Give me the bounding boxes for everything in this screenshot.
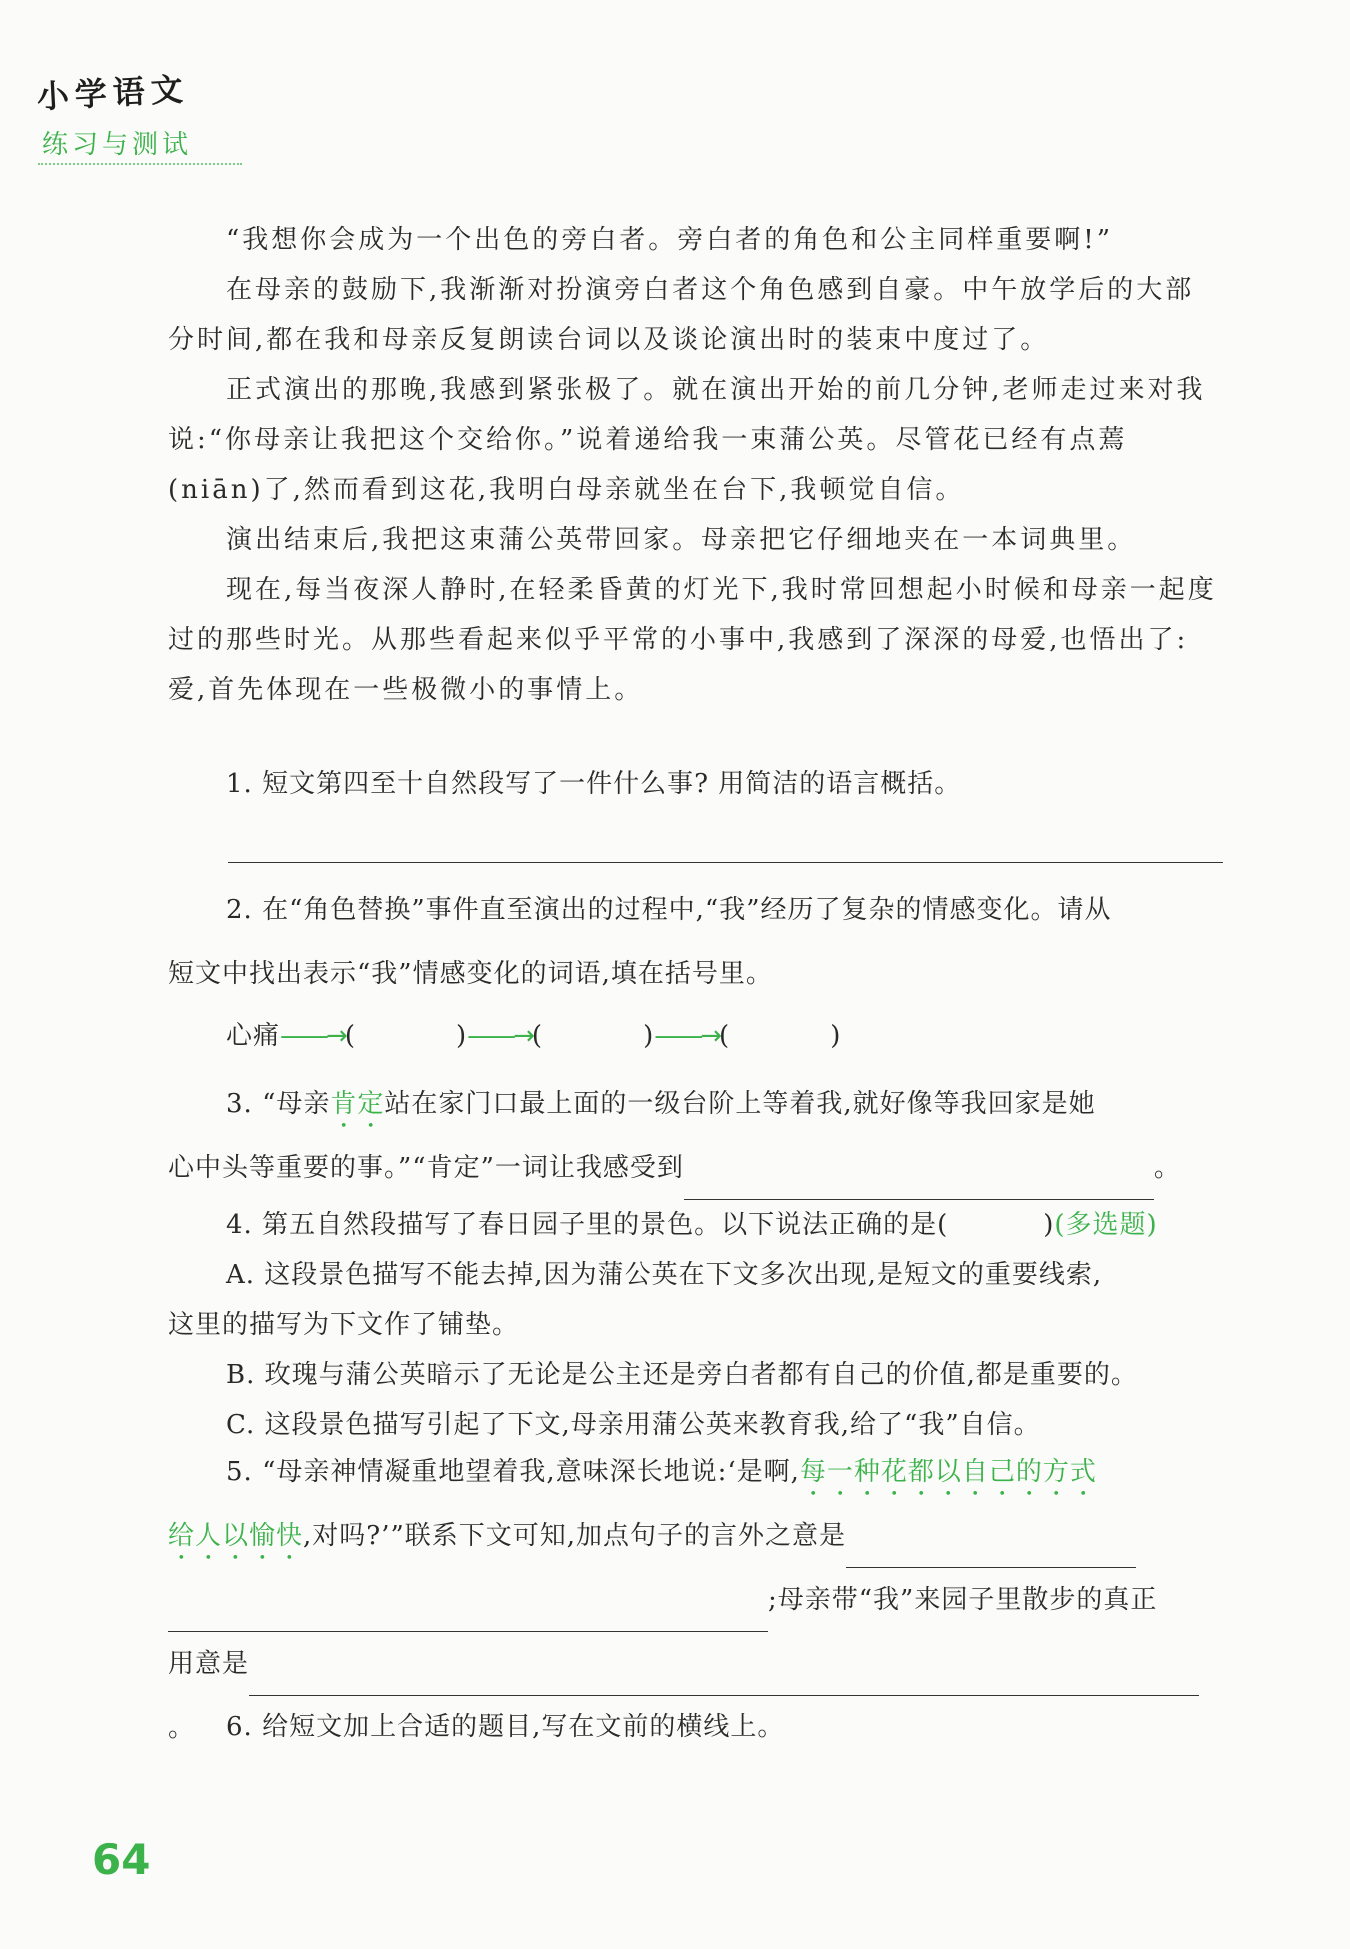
- answer-blank-q3[interactable]: [684, 1159, 1154, 1200]
- arrow-icon: ——→: [654, 1021, 720, 1051]
- answer-blank-q5c[interactable]: [249, 1655, 1199, 1696]
- question-1: [168, 752, 1223, 816]
- option-a-cont: 这里的描写为下文作了铺垫。: [168, 1310, 520, 1340]
- question-2-line1: 2. 在“角色替换”事件直至演出的过程中,“我”经历了复杂的情感变化。请从: [226, 895, 1112, 925]
- series-subtitle: 练习与测试: [38, 124, 242, 165]
- question-2-line2: 短文中找出表示“我”情感变化的词语,填在括号里。: [168, 959, 773, 989]
- emphasized-sentence: 给人以愉快: [168, 1521, 304, 1551]
- emphasized-word: 肯定: [330, 1089, 385, 1119]
- story-paragraph: 在母亲的鼓励下,我渐渐对扮演旁白者这个角色感到自豪。中午放学后的大部分时间,都在我和母亲反复朗读台词以及谈论演出时的装束中度过了。: [168, 275, 1195, 355]
- question-4: 4. 第五自然段描写了春日园子里的景色。以下说法正确的是( )(多选题) A. 这段景色描写不能去掉,因为蒲公英在下文多次出现,是短文的重要线索, 这里的描写为下文作了铺垫。 B. 玫瑰与蒲公英暗示了无论是公主还是旁白者都有自己的价值,都是重要的。 C. 这段景色描写引起了下文,母亲用蒲公英来教育我,给了“我”自信。: [168, 1200, 1223, 1450]
- answer-blank-q5b[interactable]: [168, 1591, 768, 1632]
- answer-blank-q5a[interactable]: [846, 1527, 1136, 1568]
- story-paragraph: “我想你会成为一个出色的旁白者。旁白者的角色和公主同样重要啊!”: [226, 225, 1114, 255]
- emphasized-sentence: 每一种花都以自己的方式: [799, 1457, 1097, 1487]
- story-paragraph: 演出结束后,我把这束蒲公英带回家。母亲把它仔细地夹在一本词典里。: [226, 525, 1137, 555]
- book-header: [35, 70, 242, 165]
- question-1-text: 1. 短文第四至十自然段写了一件什么事? 用简洁的语言概括。: [226, 769, 962, 799]
- question-2: [168, 878, 1223, 1066]
- emotion-start: 心痛: [226, 1021, 281, 1051]
- story-text: [168, 215, 1218, 715]
- question-6-text: 6. 给短文加上合适的题目,写在文前的横线上。: [226, 1712, 785, 1742]
- option-b: B. 玫瑰与蒲公英暗示了无论是公主还是旁白者都有自己的价值,都是重要的。: [226, 1360, 1138, 1390]
- question-3: 3. “母亲肯定站在家门口最上面的一级台阶上等着我,就好像等我回家是她 心中头等重要的事。”“肯定”一词让我感受到 。: [168, 1072, 1223, 1200]
- option-c: C. 这段景色描写引起了下文,母亲用蒲公英来教育我,给了“我”自信。: [226, 1410, 1041, 1440]
- answer-line-q1[interactable]: [228, 862, 1223, 863]
- option-a: A. 这段景色描写不能去掉,因为蒲公英在下文多次出现,是短文的重要线索,: [226, 1260, 1103, 1290]
- arrow-icon: ——→: [280, 1021, 345, 1051]
- story-paragraph: 正式演出的那晚,我感到紧张极了。就在演出开始的前几分钟,老师走过来对我说:“你母亲让我把这个交给你。”说着递给我一束蒲公英。尽管花已经有点蔫(niān)了,然而看到这花,我明白母亲就坐在台下,我顿觉自信。: [168, 375, 1206, 505]
- question-5: 5. “母亲神情凝重地望着我,意味深长地说:‘是啊,每一种花都以自己的方式 给人以愉快,对吗?’”联系下文可知,加点句子的言外之意是 ;母亲带“我”来园子里散步的真正 用意是。: [168, 1440, 1223, 1760]
- page-number: 64: [92, 1835, 151, 1884]
- series-title: 小学语文: [35, 70, 190, 117]
- arrow-icon: ——→: [467, 1021, 532, 1051]
- question-6: [168, 1695, 1223, 1759]
- emotion-chain: 心痛——→( )——→( )——→( ): [226, 1021, 842, 1051]
- story-paragraph: 现在,每当夜深人静时,在轻柔昏黄的灯光下,我时常回想起小时候和母亲一起度过的那些时光。从那些看起来似乎平常的小事中,我感到了深深的母爱,也悟出了:爱,首先体现在一些极微小的事情上。: [168, 575, 1217, 705]
- multi-choice-tag: (多选题): [1054, 1210, 1158, 1240]
